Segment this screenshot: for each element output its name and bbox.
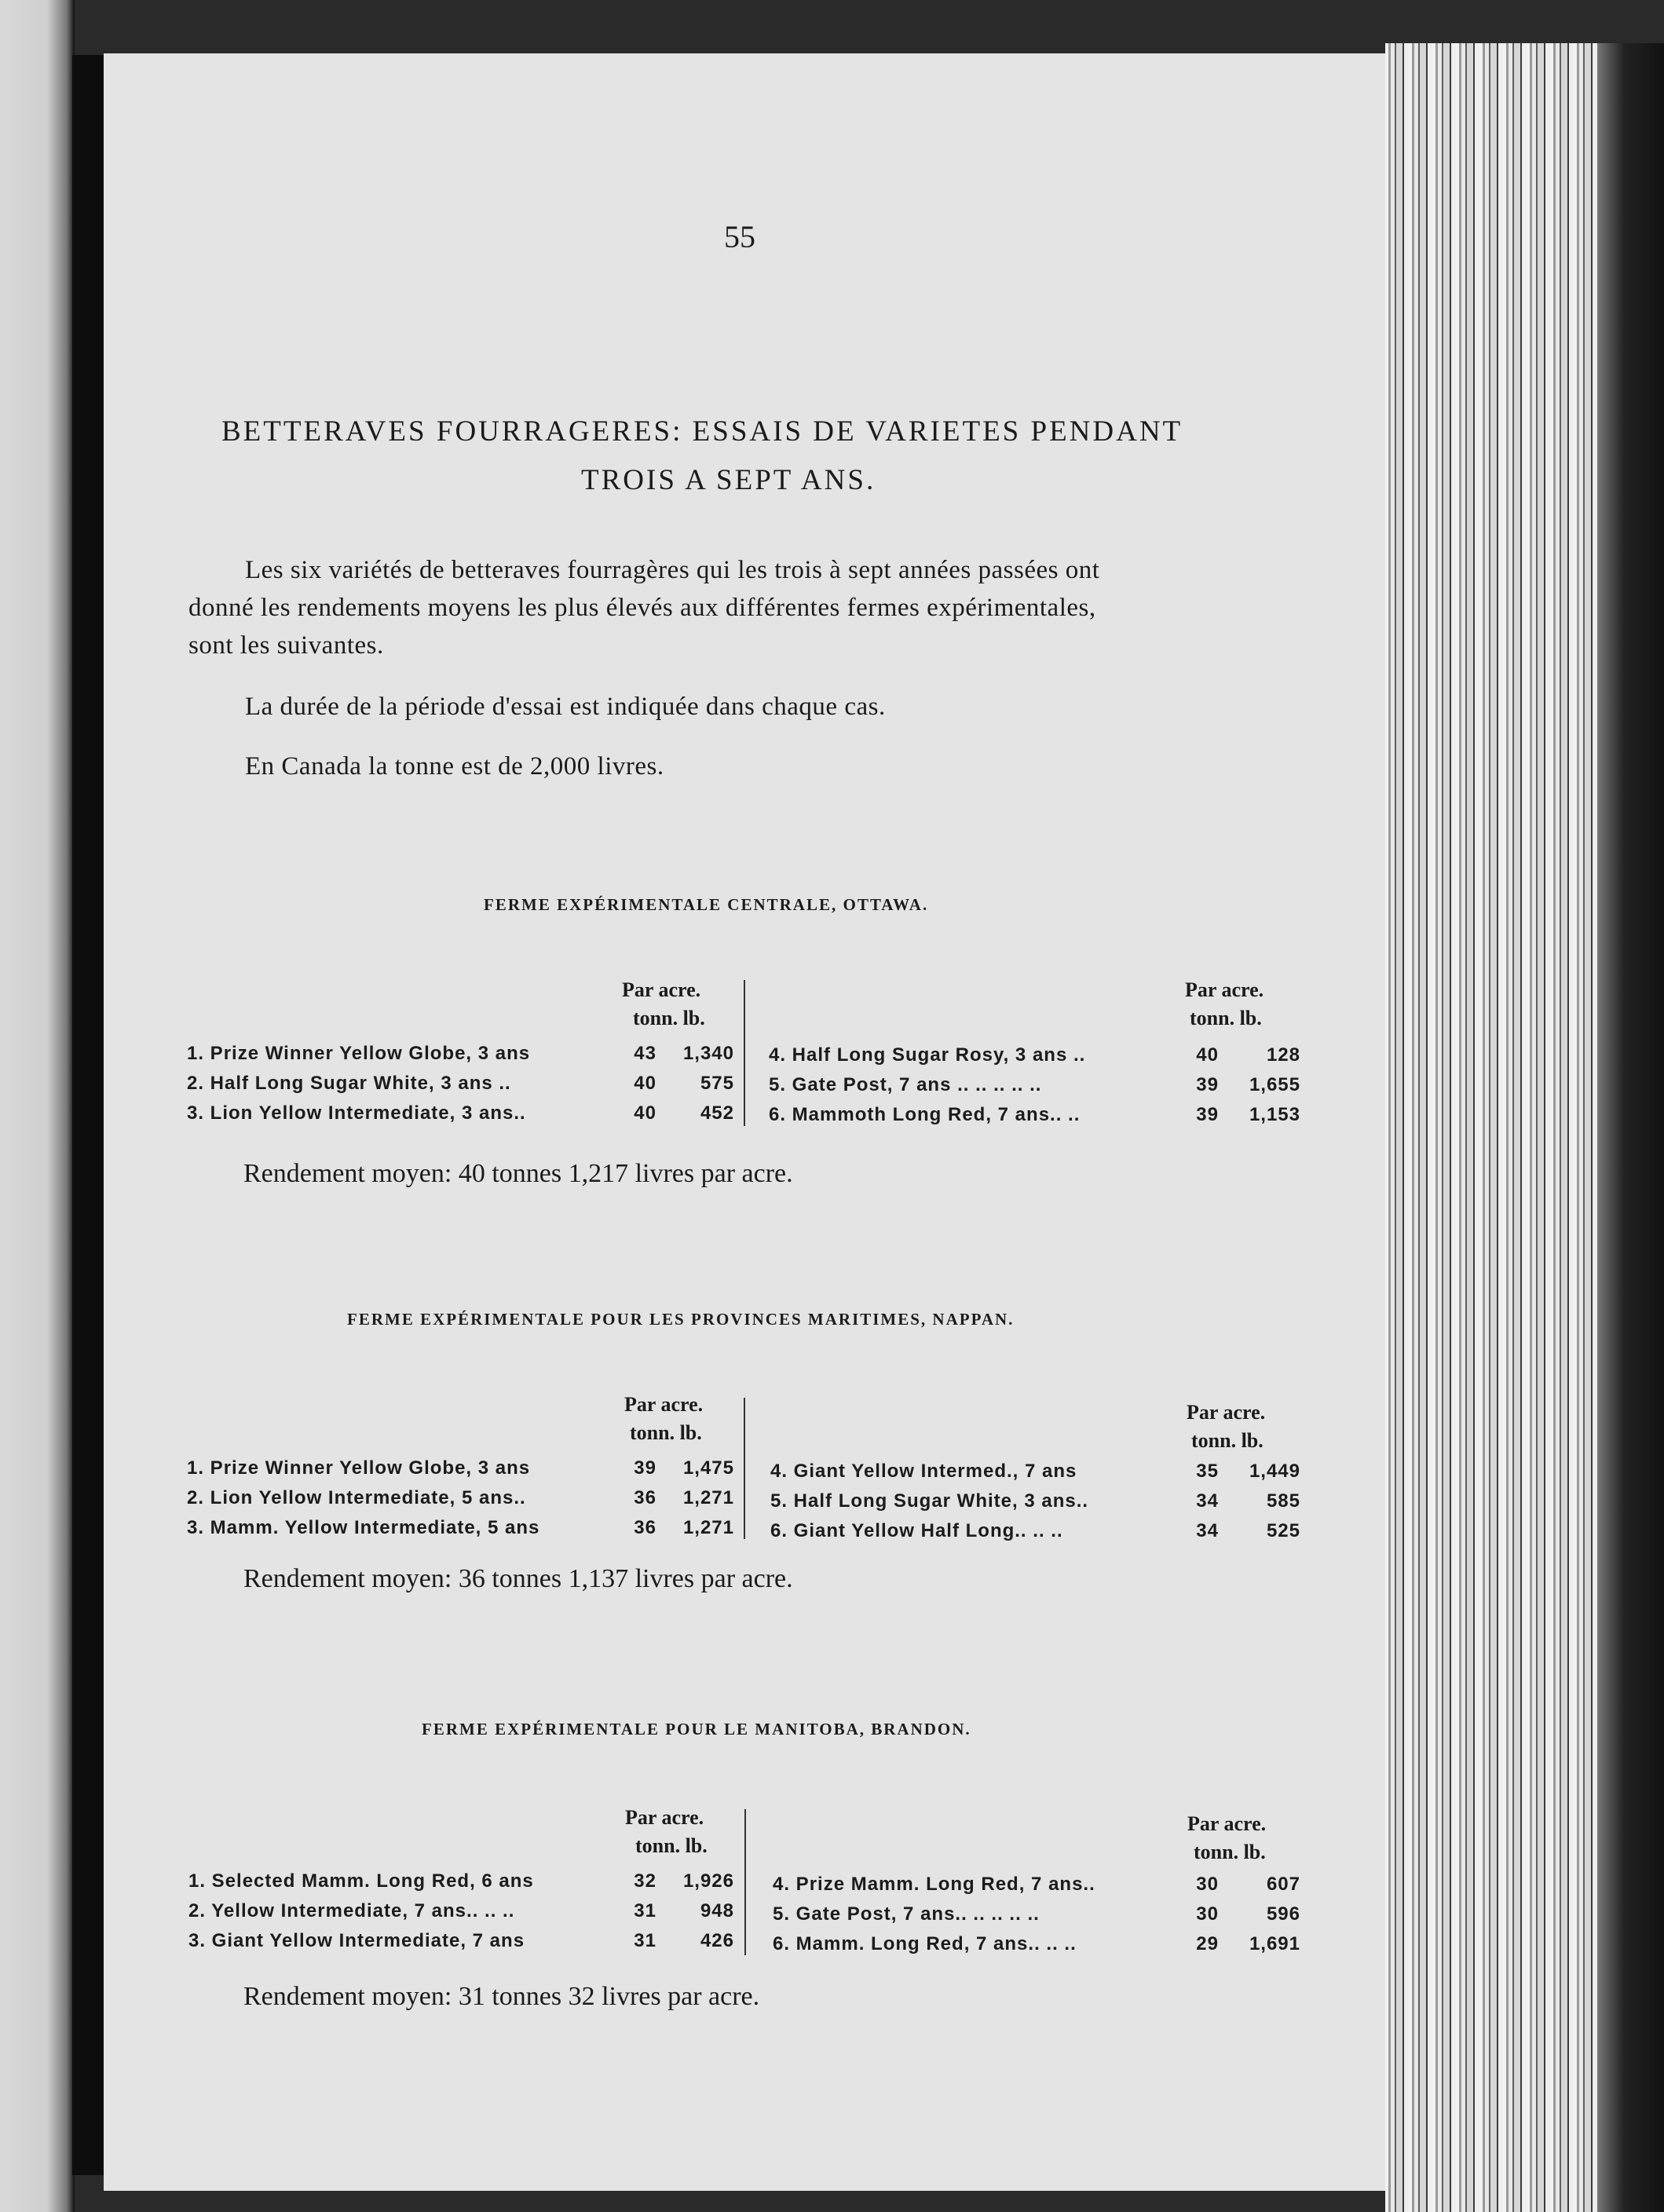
par-acre-label: Par acre. <box>624 1393 704 1416</box>
title-line-2: TROIS A SEPT ANS. <box>581 464 876 496</box>
lb-cell: 1,475 <box>682 1457 734 1479</box>
tonn-cell: 36 <box>634 1487 656 1508</box>
page-edges <box>1385 43 1664 2212</box>
lb-cell: 1,271 <box>682 1517 734 1538</box>
table-row: 1. Prize Winner Yellow Globe, 3 ans <box>187 1457 531 1479</box>
table-row: 3. Lion Yellow Intermediate, 3 ans.. <box>187 1102 526 1124</box>
tonn-cell: 40 <box>1196 1044 1219 1066</box>
tonn-cell: 35 <box>1196 1461 1219 1482</box>
book-cover-edge <box>1597 43 1664 2212</box>
lb-cell: 1,271 <box>682 1487 734 1508</box>
table-row: 6. Giant Yellow Half Long.. .. .. <box>770 1520 1063 1541</box>
tonn-cell: 34 <box>1196 1490 1219 1512</box>
lb-cell: 1,153 <box>1249 1104 1300 1125</box>
title-line-1: BETTERAVES FOURRAGERES: ESSAIS DE VARIETES PENDANT <box>221 415 1183 448</box>
lb-cell: 1,691 <box>1249 1933 1300 1954</box>
units-label: tonn. lb. <box>633 1007 705 1029</box>
lb-cell: 128 <box>1266 1044 1300 1066</box>
table-row: 2. Half Long Sugar White, 3 ans .. <box>187 1073 511 1094</box>
lb-cell: 452 <box>700 1102 734 1124</box>
table-row: 3. Giant Yellow Intermediate, 7 ans <box>188 1930 525 1951</box>
table-row: 4. Prize Mamm. Long Red, 7 ans.. <box>773 1874 1095 1895</box>
units-label: tonn. lb. <box>1190 1007 1262 1029</box>
average-yield: Rendement moyen: 36 tonnes 1,137 livres par acre. <box>243 1564 793 1593</box>
tonn-cell: 29 <box>1196 1933 1219 1954</box>
farm-heading-brandon: FERME EXPÉRIMENTALE POUR LE MANITOBA, BRANDON. <box>422 1720 971 1739</box>
tonn-cell: 40 <box>634 1073 656 1094</box>
table-row: 2. Lion Yellow Intermediate, 5 ans.. <box>187 1487 526 1508</box>
farm-heading-ottawa: FERME EXPÉRIMENTALE CENTRALE, OTTAWA. <box>484 895 929 914</box>
table-row: 5. Gate Post, 7 ans .. .. .. .. .. <box>769 1074 1042 1095</box>
tonn-cell: 39 <box>1196 1074 1219 1095</box>
tonn-cell: 30 <box>1196 1874 1219 1895</box>
par-acre-label: Par acre. <box>1187 1812 1267 1835</box>
column-divider <box>744 980 745 1126</box>
ton-note: En Canada la tonne est de 2,000 livres. <box>245 752 664 781</box>
lb-cell: 1,926 <box>682 1870 734 1892</box>
lb-cell: 426 <box>700 1930 734 1951</box>
units-label: tonn. lb. <box>1194 1841 1266 1863</box>
lb-cell: 948 <box>700 1900 734 1921</box>
par-acre-label: Par acre. <box>1185 978 1264 1001</box>
lb-cell: 596 <box>1266 1903 1300 1925</box>
duration-note: La durée de la période d'essai est indiquée dans chaque cas. <box>245 693 886 721</box>
tonn-cell: 36 <box>634 1517 656 1538</box>
tonn-cell: 40 <box>634 1102 656 1124</box>
intro-line-1: Les six variétés de betteraves fourragères qui les trois à sept années passées ont <box>245 556 1100 584</box>
table-row: 4. Giant Yellow Intermed., 7 ans <box>770 1461 1077 1482</box>
table-row: 3. Mamm. Yellow Intermediate, 5 ans <box>187 1517 540 1538</box>
lb-cell: 1,655 <box>1249 1074 1300 1095</box>
book-spine <box>72 55 104 2175</box>
par-acre-label: Par acre. <box>1187 1401 1266 1424</box>
average-yield: Rendement moyen: 40 tonnes 1,217 livres par acre. <box>243 1159 793 1188</box>
lb-cell: 1,340 <box>682 1043 734 1064</box>
table-row: 5. Gate Post, 7 ans.. .. .. .. .. <box>773 1903 1040 1925</box>
lb-cell: 607 <box>1266 1874 1300 1895</box>
table-row: 6. Mammoth Long Red, 7 ans.. .. <box>769 1104 1081 1125</box>
average-yield: Rendement moyen: 31 tonnes 32 livres par acre. <box>243 1982 760 2011</box>
lb-cell: 1,449 <box>1249 1461 1300 1482</box>
table-row: 1. Prize Winner Yellow Globe, 3 ans <box>187 1043 531 1064</box>
units-label: tonn. lb. <box>635 1834 708 1857</box>
facing-page-edge <box>0 0 75 2212</box>
tonn-cell: 39 <box>1196 1104 1219 1125</box>
units-label: tonn. lb. <box>630 1421 702 1444</box>
column-divider <box>744 1809 746 1955</box>
lb-cell: 585 <box>1266 1490 1300 1512</box>
tonn-cell: 31 <box>634 1930 656 1951</box>
tonn-cell: 39 <box>634 1457 656 1479</box>
par-acre-label: Par acre. <box>622 978 701 1001</box>
table-row: 2. Yellow Intermediate, 7 ans.. .. .. <box>188 1900 515 1921</box>
tonn-cell: 43 <box>634 1043 656 1064</box>
table-row: 4. Half Long Sugar Rosy, 3 ans .. <box>769 1044 1086 1066</box>
table-row: 5. Half Long Sugar White, 3 ans.. <box>770 1490 1089 1512</box>
lb-cell: 575 <box>700 1073 734 1094</box>
table-row: 1. Selected Mamm. Long Red, 6 ans <box>188 1870 534 1892</box>
table-row: 6. Mamm. Long Red, 7 ans.. .. .. <box>773 1933 1077 1954</box>
units-label: tonn. lb. <box>1191 1429 1264 1452</box>
tonn-cell: 31 <box>634 1900 656 1921</box>
intro-line-2: donné les rendements moyens les plus élevés aux différentes fermes expérimentales, <box>188 594 1096 622</box>
farm-heading-nappan: FERME EXPÉRIMENTALE POUR LES PROVINCES MARITIMES, NAPPAN. <box>347 1310 1015 1329</box>
column-divider <box>744 1398 745 1539</box>
tonn-cell: 32 <box>634 1870 656 1892</box>
tonn-cell: 34 <box>1196 1520 1219 1541</box>
par-acre-label: Par acre. <box>625 1806 704 1829</box>
lb-cell: 525 <box>1266 1520 1300 1541</box>
document-page <box>104 53 1385 2191</box>
page-number: 55 <box>724 219 755 254</box>
intro-line-3: sont les suivantes. <box>188 631 384 660</box>
tonn-cell: 30 <box>1196 1903 1219 1925</box>
